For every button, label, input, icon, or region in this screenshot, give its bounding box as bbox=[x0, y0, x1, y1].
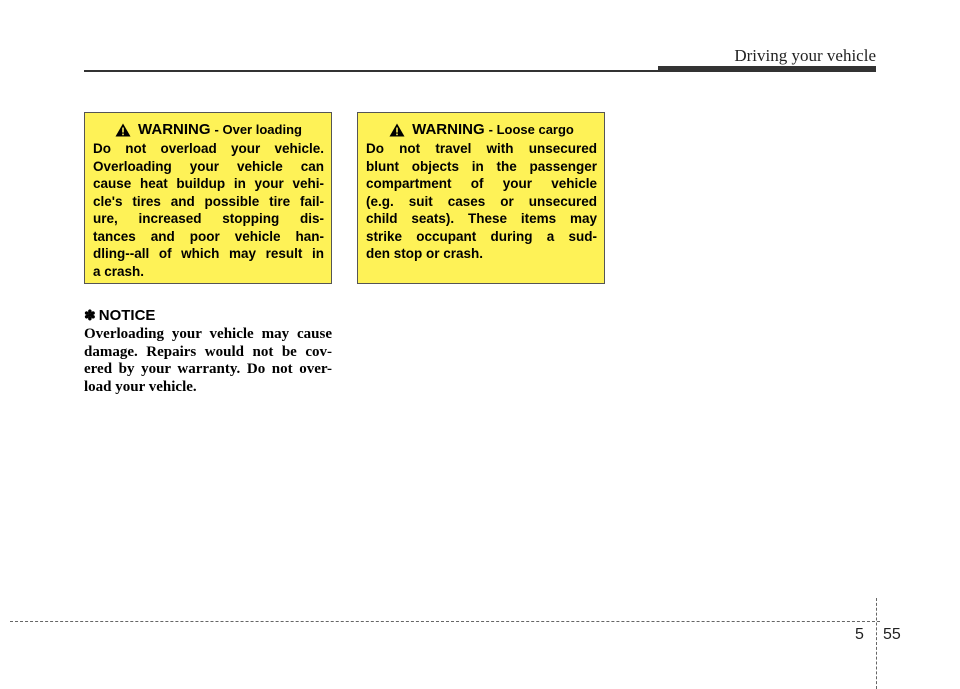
warning-line: (e.g. suit cases or unsecured bbox=[366, 193, 597, 209]
notice-block bbox=[84, 307, 332, 396]
page-number: 55 bbox=[883, 626, 901, 643]
notice-line: Overloading your vehicle may cause bbox=[84, 326, 332, 342]
warning-line: den stop or crash. bbox=[366, 246, 484, 261]
warning-box-loose-cargo bbox=[357, 112, 605, 284]
warning-subtitle: - Loose cargo bbox=[488, 122, 574, 137]
notice-line: ered by your warranty. Do not over- bbox=[84, 361, 332, 377]
warning-label: WARNING bbox=[138, 121, 211, 138]
header-rule-thick bbox=[658, 66, 876, 72]
warning-line: ure, increased stopping dis- bbox=[93, 211, 324, 226]
warning-heading bbox=[93, 121, 324, 138]
warning-text bbox=[93, 140, 324, 280]
chapter-number: 5 bbox=[855, 626, 864, 643]
warning-text bbox=[366, 140, 597, 263]
warning-triangle-icon bbox=[389, 123, 405, 137]
warning-line: tances and poor vehicle han- bbox=[93, 228, 324, 244]
warning-triangle-icon bbox=[115, 123, 131, 137]
warning-line: Do not overload your vehicle. bbox=[93, 141, 324, 156]
warning-line: dling--all of which may result in bbox=[93, 246, 324, 261]
warning-heading bbox=[366, 121, 597, 138]
notice-mark-icon: ✽ bbox=[84, 307, 96, 323]
footer-divider bbox=[876, 598, 877, 689]
warning-line: a crash. bbox=[93, 263, 145, 279]
header-rule bbox=[84, 70, 676, 72]
notice-line: damage. Repairs would not be cov- bbox=[84, 343, 332, 360]
warning-line: Do not travel with unsecured bbox=[366, 141, 597, 156]
warning-label: WARNING bbox=[412, 121, 485, 138]
warning-line: compartment of your vehicle bbox=[366, 176, 597, 191]
notice-title: NOTICE bbox=[98, 307, 156, 324]
warning-line: child seats). These items may bbox=[366, 211, 597, 226]
footer-rule bbox=[10, 621, 880, 622]
warning-subtitle: - Over loading bbox=[214, 122, 302, 137]
warning-line: cle's tires and possible tire fail- bbox=[93, 193, 324, 209]
section-title: Driving your vehicle bbox=[734, 46, 876, 65]
notice-heading bbox=[84, 307, 332, 324]
warning-line: strike occupant during a sud- bbox=[366, 228, 597, 244]
warning-line: blunt objects in the passenger bbox=[366, 158, 597, 174]
notice-line: load your vehicle. bbox=[84, 378, 197, 395]
warning-line: Overloading your vehicle can bbox=[93, 158, 324, 174]
notice-text bbox=[84, 326, 332, 396]
warning-line: cause heat buildup in your vehi- bbox=[93, 176, 324, 191]
warning-box-overloading bbox=[84, 112, 332, 284]
